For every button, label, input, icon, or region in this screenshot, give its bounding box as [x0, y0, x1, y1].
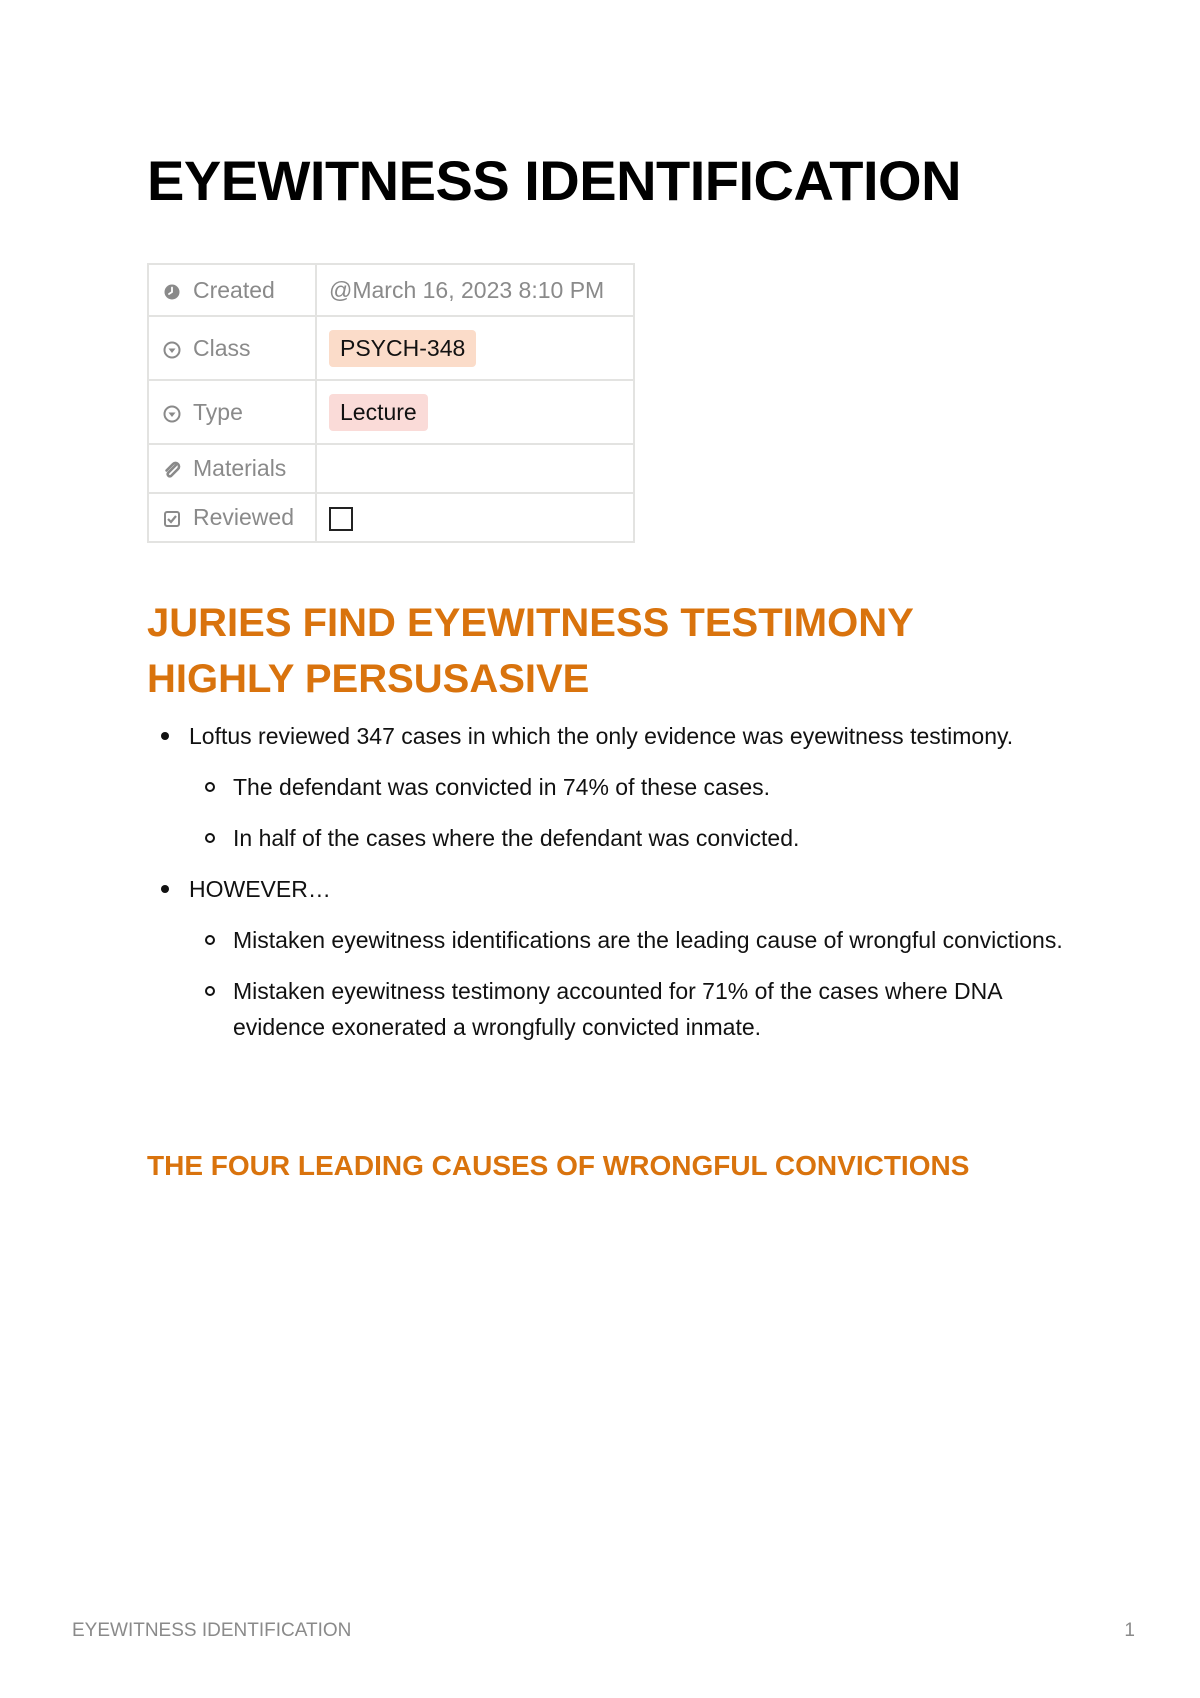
reviewed-checkbox[interactable]	[329, 507, 353, 531]
property-label: Type	[193, 398, 243, 425]
type-tag[interactable]: Lecture	[329, 394, 428, 431]
list-item	[147, 769, 1067, 805]
hollow-bullet-icon	[205, 935, 215, 945]
hollow-bullet-icon	[205, 986, 215, 996]
property-key-reviewed	[148, 493, 316, 542]
checkbox-icon	[161, 508, 183, 531]
bullet-icon	[161, 732, 169, 740]
property-value-created[interactable]: @March 16, 2023 8:10 PM	[316, 264, 634, 316]
property-label: Reviewed	[193, 504, 294, 530]
property-row-class	[148, 316, 634, 380]
property-value-materials[interactable]	[316, 444, 634, 493]
list-item-text: HOWEVER…	[189, 876, 331, 902]
list-item-text: The defendant was convicted in 74% of these cases.	[233, 774, 770, 800]
property-row-materials	[148, 444, 634, 493]
list-item-text: In half of the cases where the defendant was convicted.	[233, 825, 800, 851]
property-key-type	[148, 380, 316, 444]
page-title: EYEWITNESS IDENTIFICATION	[147, 149, 962, 212]
property-key-created	[148, 264, 316, 316]
property-value-type[interactable]	[316, 380, 634, 444]
property-value-reviewed	[316, 493, 634, 542]
select-icon	[161, 339, 183, 362]
property-label: Created	[193, 276, 275, 303]
section-heading-four-causes: THE FOUR LEADING CAUSES OF WRONGFUL CONVICTIONS	[147, 1150, 970, 1181]
clock-icon	[161, 281, 183, 304]
list-item	[147, 718, 1067, 754]
properties-table	[147, 263, 635, 543]
property-value-class[interactable]	[316, 316, 634, 380]
paperclip-icon	[161, 459, 183, 482]
property-key-class	[148, 316, 316, 380]
list-item	[147, 820, 1067, 856]
list-item	[147, 973, 1067, 1045]
section-list	[147, 718, 1067, 1060]
class-tag[interactable]: PSYCH-348	[329, 330, 476, 367]
property-row-created	[148, 264, 634, 316]
list-item-text: Loftus reviewed 347 cases in which the only evidence was eyewitness testimony.	[189, 723, 1014, 749]
property-row-reviewed	[148, 493, 634, 542]
property-label: Materials	[193, 455, 287, 481]
select-icon	[161, 403, 183, 426]
list-item	[147, 871, 1067, 907]
hollow-bullet-icon	[205, 782, 215, 792]
list-item-text: Mistaken eyewitness testimony accounted for 71% of the cases where DNA evidence exonerated a wrongfully convicted inmate.	[233, 978, 1002, 1040]
hollow-bullet-icon	[205, 833, 215, 843]
property-label: Class	[193, 334, 251, 361]
page-number: 1	[1124, 1620, 1135, 1641]
property-row-type	[148, 380, 634, 444]
bullet-icon	[161, 885, 169, 893]
footer-title: EYEWITNESS IDENTIFICATION	[72, 1620, 352, 1641]
section-heading-juries: JURIES FIND EYEWITNESS TESTIMONY HIGHLY PERSUSASIVE	[147, 601, 914, 701]
list-item-text: Mistaken eyewitness identifications are the leading cause of wrongful convictions.	[233, 927, 1063, 953]
property-key-materials	[148, 444, 316, 493]
list-item	[147, 922, 1067, 958]
